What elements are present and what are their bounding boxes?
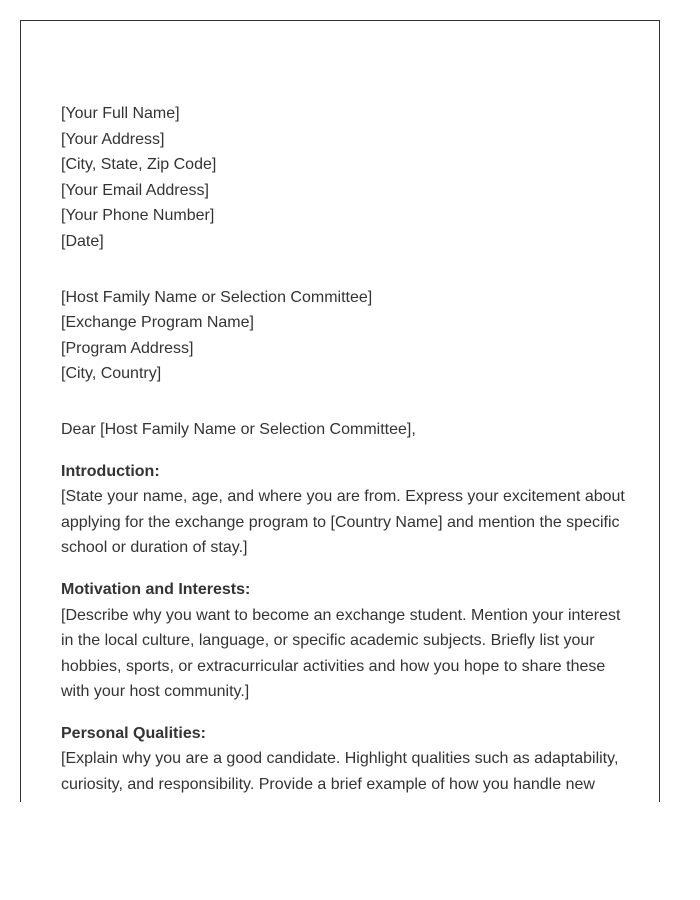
salutation: Dear [Host Family Name or Selection Committee],: [61, 420, 416, 438]
letter-content: [61, 101, 631, 802]
sender-address: [Your Address]: [61, 130, 165, 148]
section-personal-qualities: [61, 721, 631, 798]
sender-address-block: [61, 101, 631, 255]
section-heading: Introduction:: [61, 462, 160, 480]
letter-date: [Date]: [61, 232, 104, 250]
section-heading: Motivation and Interests:: [61, 580, 251, 598]
section-body: [Describe why you want to become an exchange student. Mention your interest in the local culture, language, or specific academic subjects. Briefly list your hobbies, sports, or extracurricular activities and how you hope to share these with your host community.]: [61, 606, 621, 701]
recipient-address-block: [61, 285, 631, 387]
section-body: [Explain why you are a good candidate. Highlight qualities such as adaptability, curiosity, and responsibility. Provide a brief example of how you handle new: [61, 750, 619, 794]
sender-phone: [Your Phone Number]: [61, 207, 215, 225]
recipient-name: [Host Family Name or Selection Committee]: [61, 288, 373, 306]
sender-city-state-zip: [City, State, Zip Code]: [61, 156, 217, 174]
section-body: [State your name, age, and where you are from. Express your excitement about applying for the exchange program to [Country Name] and mention the specific school or duration of stay.]: [61, 488, 625, 557]
recipient-city-country: [City, Country]: [61, 365, 162, 383]
section-heading: Personal Qualities:: [61, 724, 206, 742]
recipient-program-address: [Program Address]: [61, 339, 194, 357]
letter-page: [20, 20, 660, 802]
section-introduction: [61, 459, 631, 561]
sender-email: [Your Email Address]: [61, 181, 209, 199]
section-motivation-interests: [61, 577, 631, 705]
recipient-program-name: [Exchange Program Name]: [61, 314, 254, 332]
sender-name: [Your Full Name]: [61, 105, 180, 122]
